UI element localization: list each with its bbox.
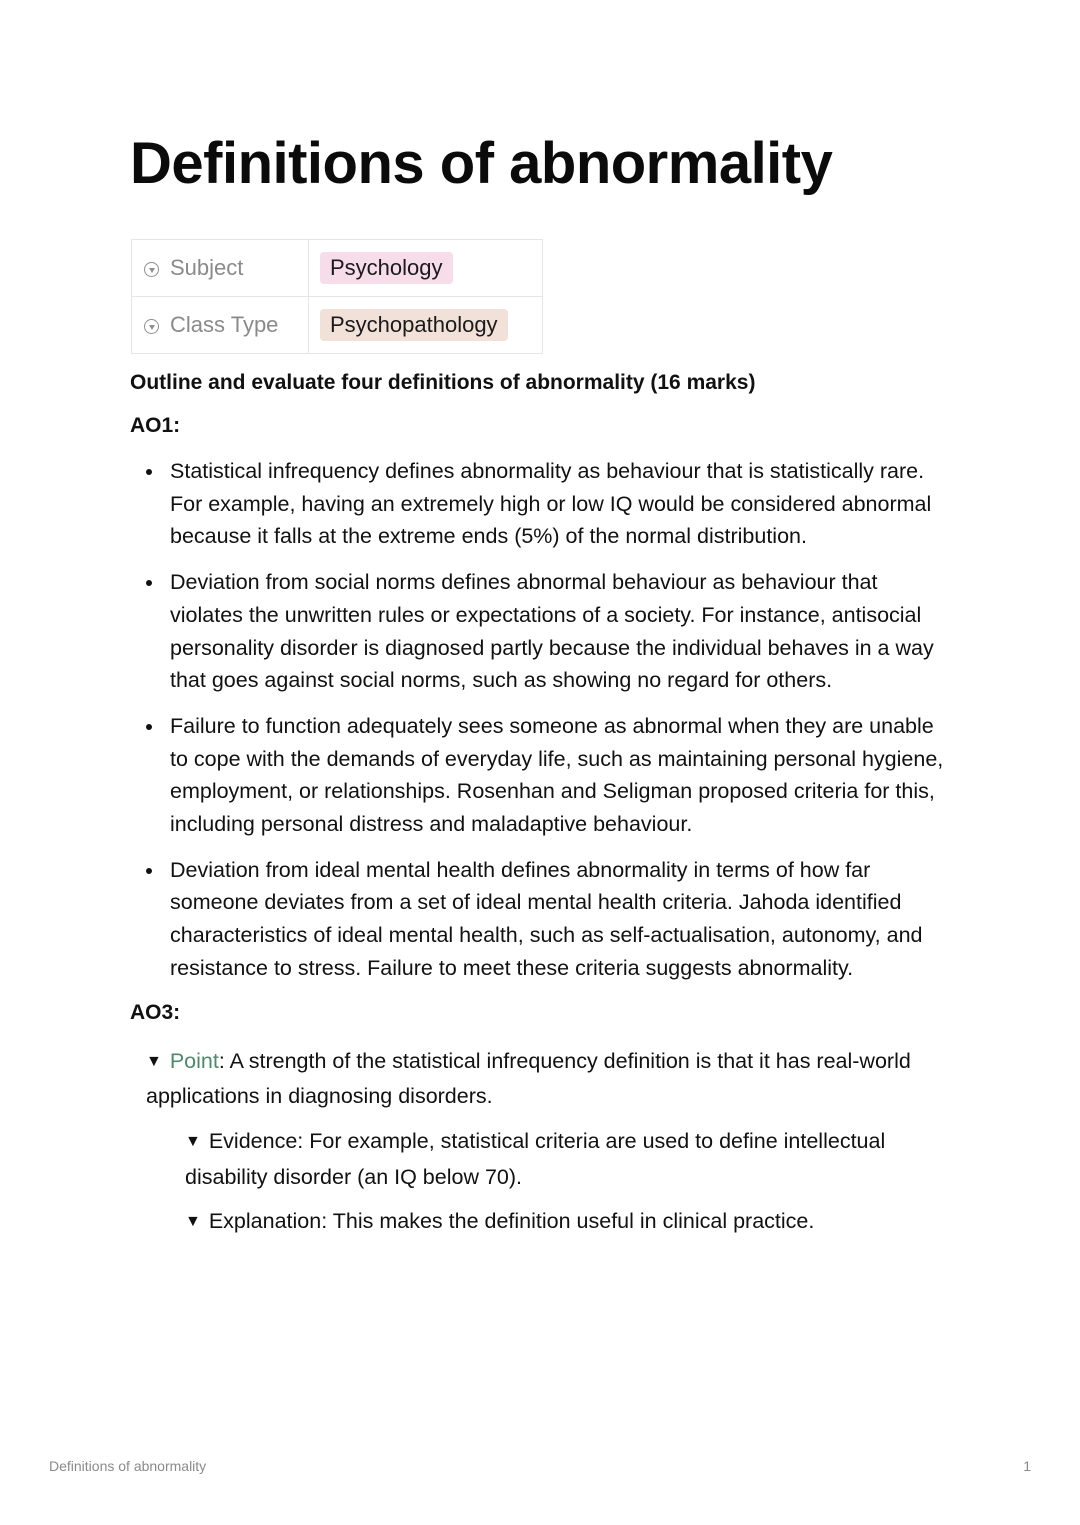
footer-page-number: 1 <box>1023 1458 1031 1474</box>
toggle-block-evidence <box>185 1125 945 1193</box>
property-key[interactable] <box>132 297 309 354</box>
ao1-bullet-list <box>130 455 945 985</box>
list-item: Deviation from social norms defines abnormal behaviour as behaviour that violates the unwritten rules or expectations of a society. For instance, antisocial personality disorder is diagnosed partly because the individual behaves in a way that goes against social norms, such as showing no regard for others. <box>170 566 945 697</box>
property-row-class-type <box>132 297 543 354</box>
select-property-icon <box>144 319 159 334</box>
toggle-triangle-icon[interactable]: ▼ <box>185 1213 201 1231</box>
property-row-subject <box>132 240 543 297</box>
toggle-block-point <box>146 1045 945 1113</box>
list-item: Statistical infrequency defines abnormality as behaviour that is statistically rare. For example, having an extremely high or low IQ would be considered abnormal because it falls at the extreme ends (5%) of the normal distribution. <box>170 455 945 553</box>
toggle-block-explanation <box>185 1205 945 1241</box>
property-value[interactable] <box>309 240 543 297</box>
property-label: Subject <box>170 255 244 280</box>
question-heading: Outline and evaluate four definitions of abnormality (16 marks) <box>130 371 756 394</box>
toggle-triangle-icon[interactable]: ▼ <box>185 1132 201 1150</box>
property-key[interactable] <box>132 240 309 297</box>
list-item: Failure to function adequately sees someone as abnormal when they are unable to cope with the demands of everyday life, such as maintaining personal hygiene, employment, or relationships. Rosenhan and Seligman proposed criteria for this, including personal distress and maladaptive behaviour. <box>170 710 945 841</box>
ao3-heading: AO3: <box>130 1000 181 1024</box>
class-type-tag[interactable]: Psychopathology <box>320 309 508 341</box>
list-item: Deviation from ideal mental health defines abnormality in terms of how far someone deviates from a set of ideal mental health criteria. Jahoda identified characteristics of ideal mental health, such as self-actualisation, autonomy, and resistance to stress. Failure to meet these criteria suggests abnormality. <box>170 854 945 985</box>
ao1-heading: AO1: <box>130 414 181 437</box>
footer-title: Definitions of abnormality <box>49 1458 207 1474</box>
property-value[interactable] <box>309 297 543 354</box>
evidence-text: Evidence: For example, statistical criteria are used to define intellectual disability disorder (an IQ below 70). <box>185 1128 886 1189</box>
explanation-text: Explanation: This makes the definition useful in clinical practice. <box>208 1209 815 1234</box>
select-property-icon <box>144 262 159 277</box>
property-label: Class Type <box>170 312 279 337</box>
properties-table <box>131 239 543 354</box>
toggle-triangle-icon[interactable]: ▼ <box>146 1052 162 1070</box>
page-title: Definitions of abnormality <box>130 131 833 196</box>
point-label: Point <box>169 1048 219 1073</box>
subject-tag[interactable]: Psychology <box>320 252 453 284</box>
point-text: : A strength of the statistical infrequency definition is that it has real-world applications in diagnosing disorders. <box>146 1048 911 1109</box>
page-content <box>130 366 945 1241</box>
